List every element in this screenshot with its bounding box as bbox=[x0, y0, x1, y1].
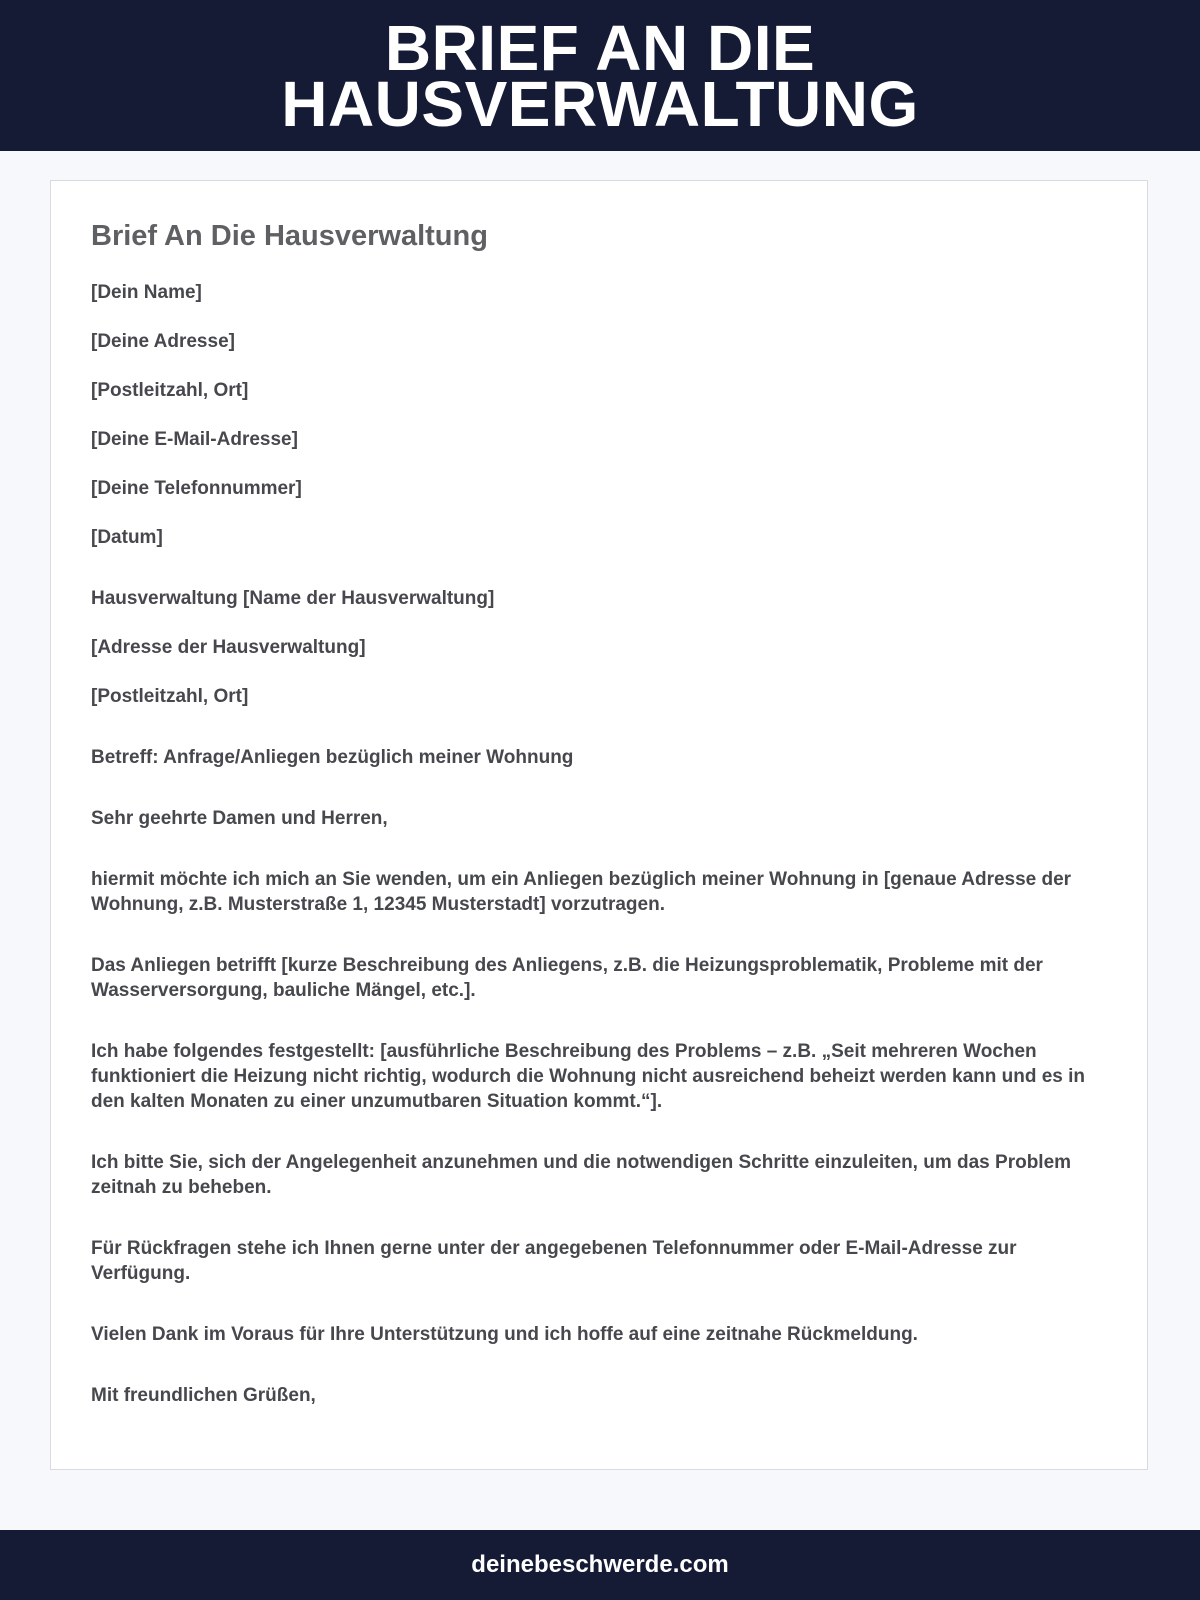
subject-line: Betreff: Anfrage/Anliegen bezüglich meiner Wohnung bbox=[91, 747, 574, 768]
salutation: Sehr geehrte Damen und Herren, bbox=[91, 808, 388, 829]
body-paragraph: Das Anliegen betrifft [kurze Beschreibung des Anliegens, z.B. die Heizungsproblematik, Probleme mit der Wasserversorgung, bauliche Mängel, etc.]. bbox=[91, 955, 1043, 1001]
closing: Mit freundlichen Grüßen, bbox=[91, 1385, 316, 1406]
body-paragraph: Für Rückfragen stehe ich Ihnen gerne unter der angegebenen Telefonnummer oder E-Mail-Adresse zur Verfügung. bbox=[91, 1238, 1017, 1284]
body-paragraph: Ich habe folgendes festgestellt: [ausführliche Beschreibung des Problems – z.B. „Seit mehreren Wochen funktioniert die Heizung nicht richtig, wodurch die Wohnung nicht ausreichend beheizt werden kann und es in den kalten Monaten zu einer unzumutbaren Situation kommt.“]. bbox=[91, 1041, 1086, 1112]
recipient-name: Hausverwaltung [Name der Hausverwaltung] bbox=[91, 588, 495, 609]
recipient-postal-city: [Postleitzahl, Ort] bbox=[91, 686, 249, 707]
footer-site-link[interactable]: deinebeschwerde.com bbox=[471, 1551, 729, 1578]
sender-name: [Dein Name] bbox=[91, 282, 202, 303]
letter-card bbox=[50, 180, 1148, 1470]
page-title: BRIEF AN DIE HAUSVERWALTUNG bbox=[281, 11, 919, 140]
document-title: Brief An Die Hausverwaltung bbox=[91, 220, 488, 252]
body-paragraph: hiermit möchte ich mich an Sie wenden, um ein Anliegen bezüglich meiner Wohnung in [genaue Adresse der Wohnung, z.B. Musterstraße 1, 12345 Musterstadt] vorzutragen. bbox=[91, 869, 1072, 915]
footer-bar bbox=[0, 1530, 1200, 1600]
sender-postal-city: [Postleitzahl, Ort] bbox=[91, 380, 249, 401]
body-paragraph: Vielen Dank im Voraus für Ihre Unterstützung und ich hoffe auf eine zeitnahe Rückmeldung. bbox=[91, 1324, 918, 1345]
sender-email: [Deine E-Mail-Adresse] bbox=[91, 429, 298, 450]
letter-date: [Datum] bbox=[91, 527, 163, 548]
sender-phone: [Deine Telefonnummer] bbox=[91, 478, 302, 499]
body-paragraph: Ich bitte Sie, sich der Angelegenheit anzunehmen und die notwendigen Schritte einzuleiten, um das Problem zeitnah zu beheben. bbox=[91, 1152, 1072, 1198]
header-banner bbox=[0, 0, 1200, 151]
sender-address: [Deine Adresse] bbox=[91, 331, 235, 352]
recipient-address: [Adresse der Hausverwaltung] bbox=[91, 637, 366, 658]
